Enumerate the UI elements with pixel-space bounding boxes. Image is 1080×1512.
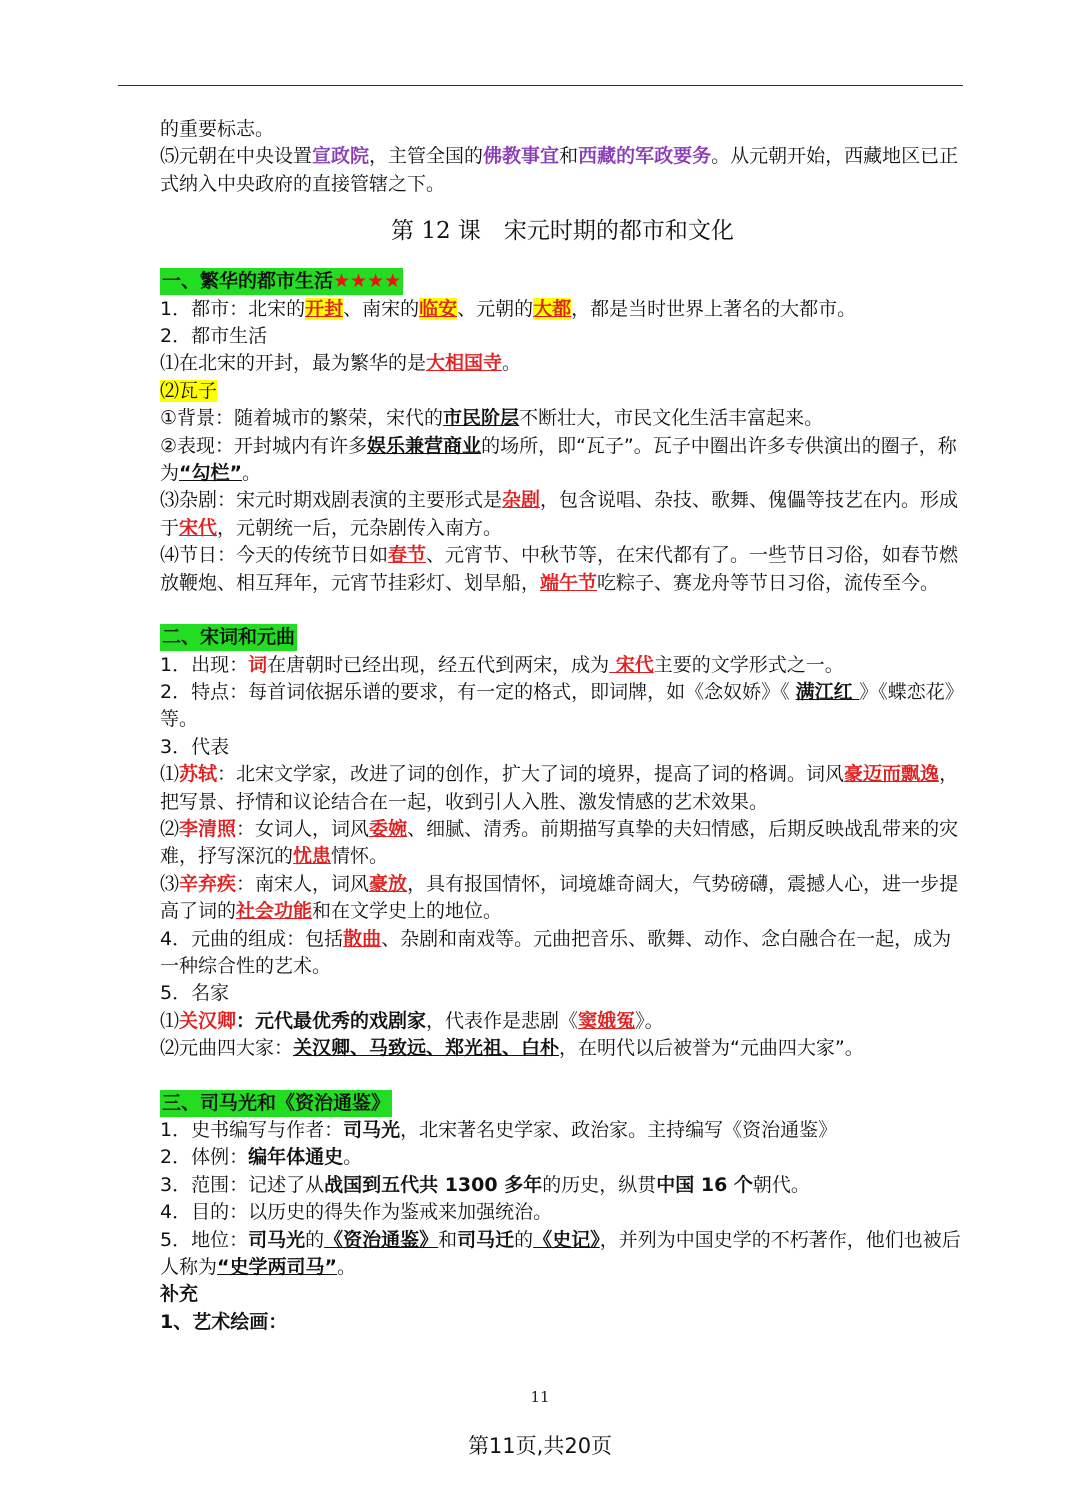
text-line: 1、艺术绘画： — [160, 1310, 288, 1333]
text-line: ⑴在北宋的开封，最为繁华的是大相国寺。 — [160, 352, 522, 375]
text-line: ①背景：随着城市的繁荣，宋代的市民阶层不断壮大，市民文化生活丰富起来。 — [160, 407, 824, 430]
text-line: 3．代表 — [160, 735, 230, 758]
header-rule — [118, 85, 963, 86]
text-line: 5．地位：司马光的《资治通鉴》和司马迁的《史记》，并列为中国史学的不朽著作，他们也被后人称为“史学两司马”。 — [160, 1228, 961, 1279]
text-line: ⑵李清照：女词人，词风委婉、细腻、清秀。前期描写真挚的夫妇情感，后期反映战乱带来的灾难，抒写深沉的忧患情怀。 — [160, 817, 959, 868]
section-heading: 一、繁华的都市生活★★★★ — [160, 268, 965, 295]
text-line: 2．特点：每首词依据乐谱的要求，有一定的格式，即词牌，如《念奴娇》《 满江红 》《蝶恋花》等。 — [160, 680, 964, 731]
text-line: 2．都市生活 — [160, 325, 268, 348]
text-line: 1．出现：词在唐朝时已经出现，经五代到两宋，成为 宋代主要的文学形式之一。 — [160, 653, 844, 676]
text-line: 5．名家 — [160, 982, 230, 1005]
page-number: 11 — [530, 1388, 550, 1406]
section-heading: 二、宋词和元曲 — [160, 624, 965, 651]
document-body — [160, 116, 965, 1336]
text-line: ⑷节日：今天的传统节日如春节、元宵节、中秋节等，在宋代都有了。一些节日习俗，如春节燃放鞭炮、相互拜年，元宵节挂彩灯、划旱船，端午节吃粽子、赛龙舟等节日习俗，流传至今。 — [160, 544, 959, 594]
text-line: 3．范围：记述了从战国到五代共 1300 多年的历史，纵贯中国 16 个朝代。 — [160, 1173, 810, 1196]
page-footer: 第11页,共20页 — [467, 1434, 613, 1458]
text-line: 4．元曲的组成：包括散曲、杂剧和南戏等。元曲把音乐、歌舞、动作、念白融合在一起，成为一种综合性的艺术。 — [160, 927, 952, 977]
text-line: ⑴苏轼：北宋文学家，改进了词的创作，扩大了词的境界，提高了词的格调。词风豪迈而飘逸，把写景、抒情和议论结合在一起，收到引人入胜、激发情感的艺术效果。 — [160, 763, 959, 813]
text-line: 1．史书编写与作者：司马光，北宋著名史学家、政治家。主持编写《资治通鉴》 — [160, 1119, 838, 1141]
text-line: ②表现：开封城内有许多娱乐兼营商业的场所，即“瓦子”。瓦子中圈出许多专供演出的圈子，称为“勾栏”。 — [160, 434, 957, 485]
text-line: ⑶辛弃疾：南宋人，词风豪放，具有报国情怀，词境雄奇阔大，气势磅礴，震撼人心，进一步提高了词的社会功能和在文学史上的地位。 — [160, 872, 959, 923]
text-line: ⑶杂剧：宋元时期戏剧表演的主要形式是杂剧，包含说唱、杂技、歌舞、傀儡等技艺在内。形成于宋代，元朝统一后，元杂剧传入南方。 — [160, 489, 959, 539]
text-line: ⑵瓦子 — [160, 379, 218, 402]
text-line: 的重要标志。 — [160, 118, 275, 140]
text-line: ⑸元朝在中央设置宣政院，主管全国的佛教事宜和西藏的军政要务。从元朝开始，西藏地区已正式纳入中央政府的直接管辖之下。 — [160, 145, 959, 195]
text-line: ⑴关汉卿：元代最优秀的戏剧家，代表作是悲剧《窦娥冤》。 — [160, 1009, 664, 1032]
star-rating: ★★★★ — [333, 270, 402, 293]
section-heading: 三、司马光和《资治通鉴》 — [160, 1090, 965, 1117]
text-line: 补充 — [160, 1283, 199, 1306]
lesson-title: 第 12 课 宋元时期的都市和文化 — [391, 218, 734, 245]
text-line: ⑵元曲四大家：关汉卿、马致远、郑光祖、白朴，在明代以后被誉为“元曲四大家”。 — [160, 1037, 864, 1060]
text-line: 4．目的：以历史的得失作为鉴戒来加强统治。 — [160, 1201, 553, 1224]
text-line: 2．体例：编年体通史。 — [160, 1146, 363, 1169]
text-line: 1．都市：北宋的开封、南宋的临安、元朝的大都，都是当时世界上著名的大都市。 — [160, 297, 857, 320]
